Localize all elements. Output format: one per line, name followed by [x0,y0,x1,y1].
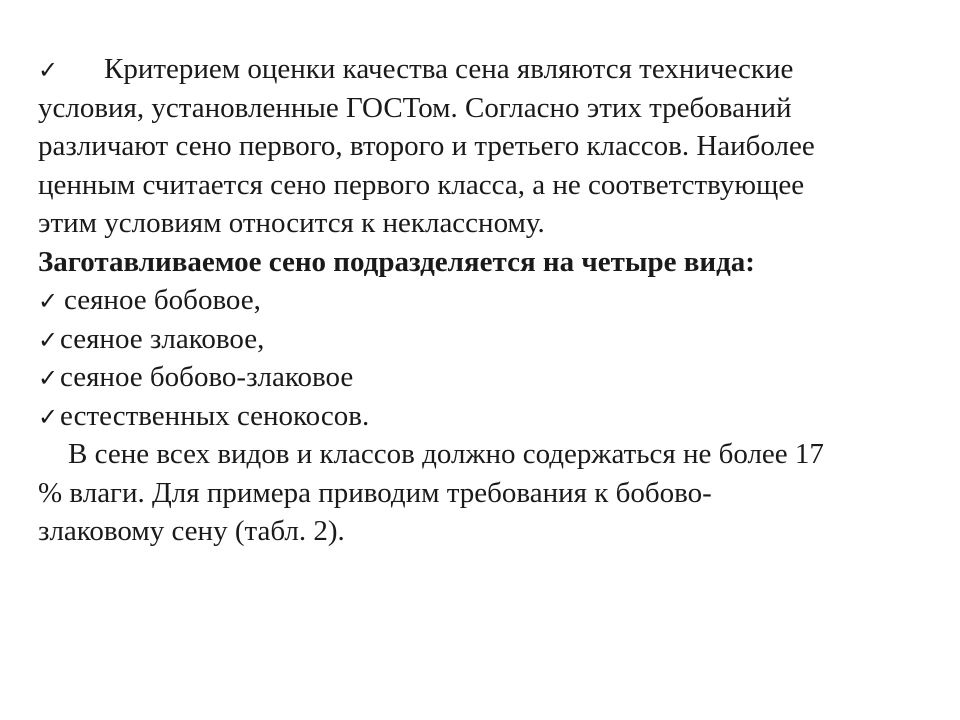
hay-type-label: сеяное бобовое, [64,284,261,316]
hay-types-heading: Заготавливаемое сено подразделяется на четыре вида: [38,245,755,278]
criteria-paragraph-line-4: ценным считается сено первого класса, а не соответствующее [38,168,805,201]
moisture-paragraph-line-3: злаковому сену (табл. 2). [38,515,345,547]
check-icon: ✓ [38,364,59,392]
hay-type-item [38,320,918,359]
check-icon: ✓ [38,325,59,354]
slide-content [38,50,918,551]
hay-type-item [38,397,918,436]
hay-type-label: сеяное бобово-злаковое [60,361,354,393]
hay-type-item [38,358,918,397]
hay-type-label: сеяное злаковое, [60,322,265,355]
criteria-paragraph-line-3: различают сено первого, второго и третьего классов. Наиболее [38,130,815,162]
hay-type-item [38,281,918,320]
check-icon: ✓ [38,56,59,84]
moisture-paragraph-line-1: В сене всех видов и классов должно содержаться не более 17 [68,438,824,470]
hay-type-label: естественных сенокосов. [60,399,370,432]
criteria-paragraph-line-2: условия, установленные ГОСТом. Согласно этих требований [38,91,792,124]
criteria-paragraph-line-1 [38,50,918,89]
moisture-paragraph-line-2: % влаги. Для примера приводим требования к бобово- [38,476,712,509]
criteria-paragraph-line-5: этим условиям относится к неклассному. [38,207,545,239]
check-icon: ✓ [38,287,59,315]
check-icon: ✓ [38,402,59,431]
criteria-text: Критерием оценки качества сена являются технические [104,53,794,85]
